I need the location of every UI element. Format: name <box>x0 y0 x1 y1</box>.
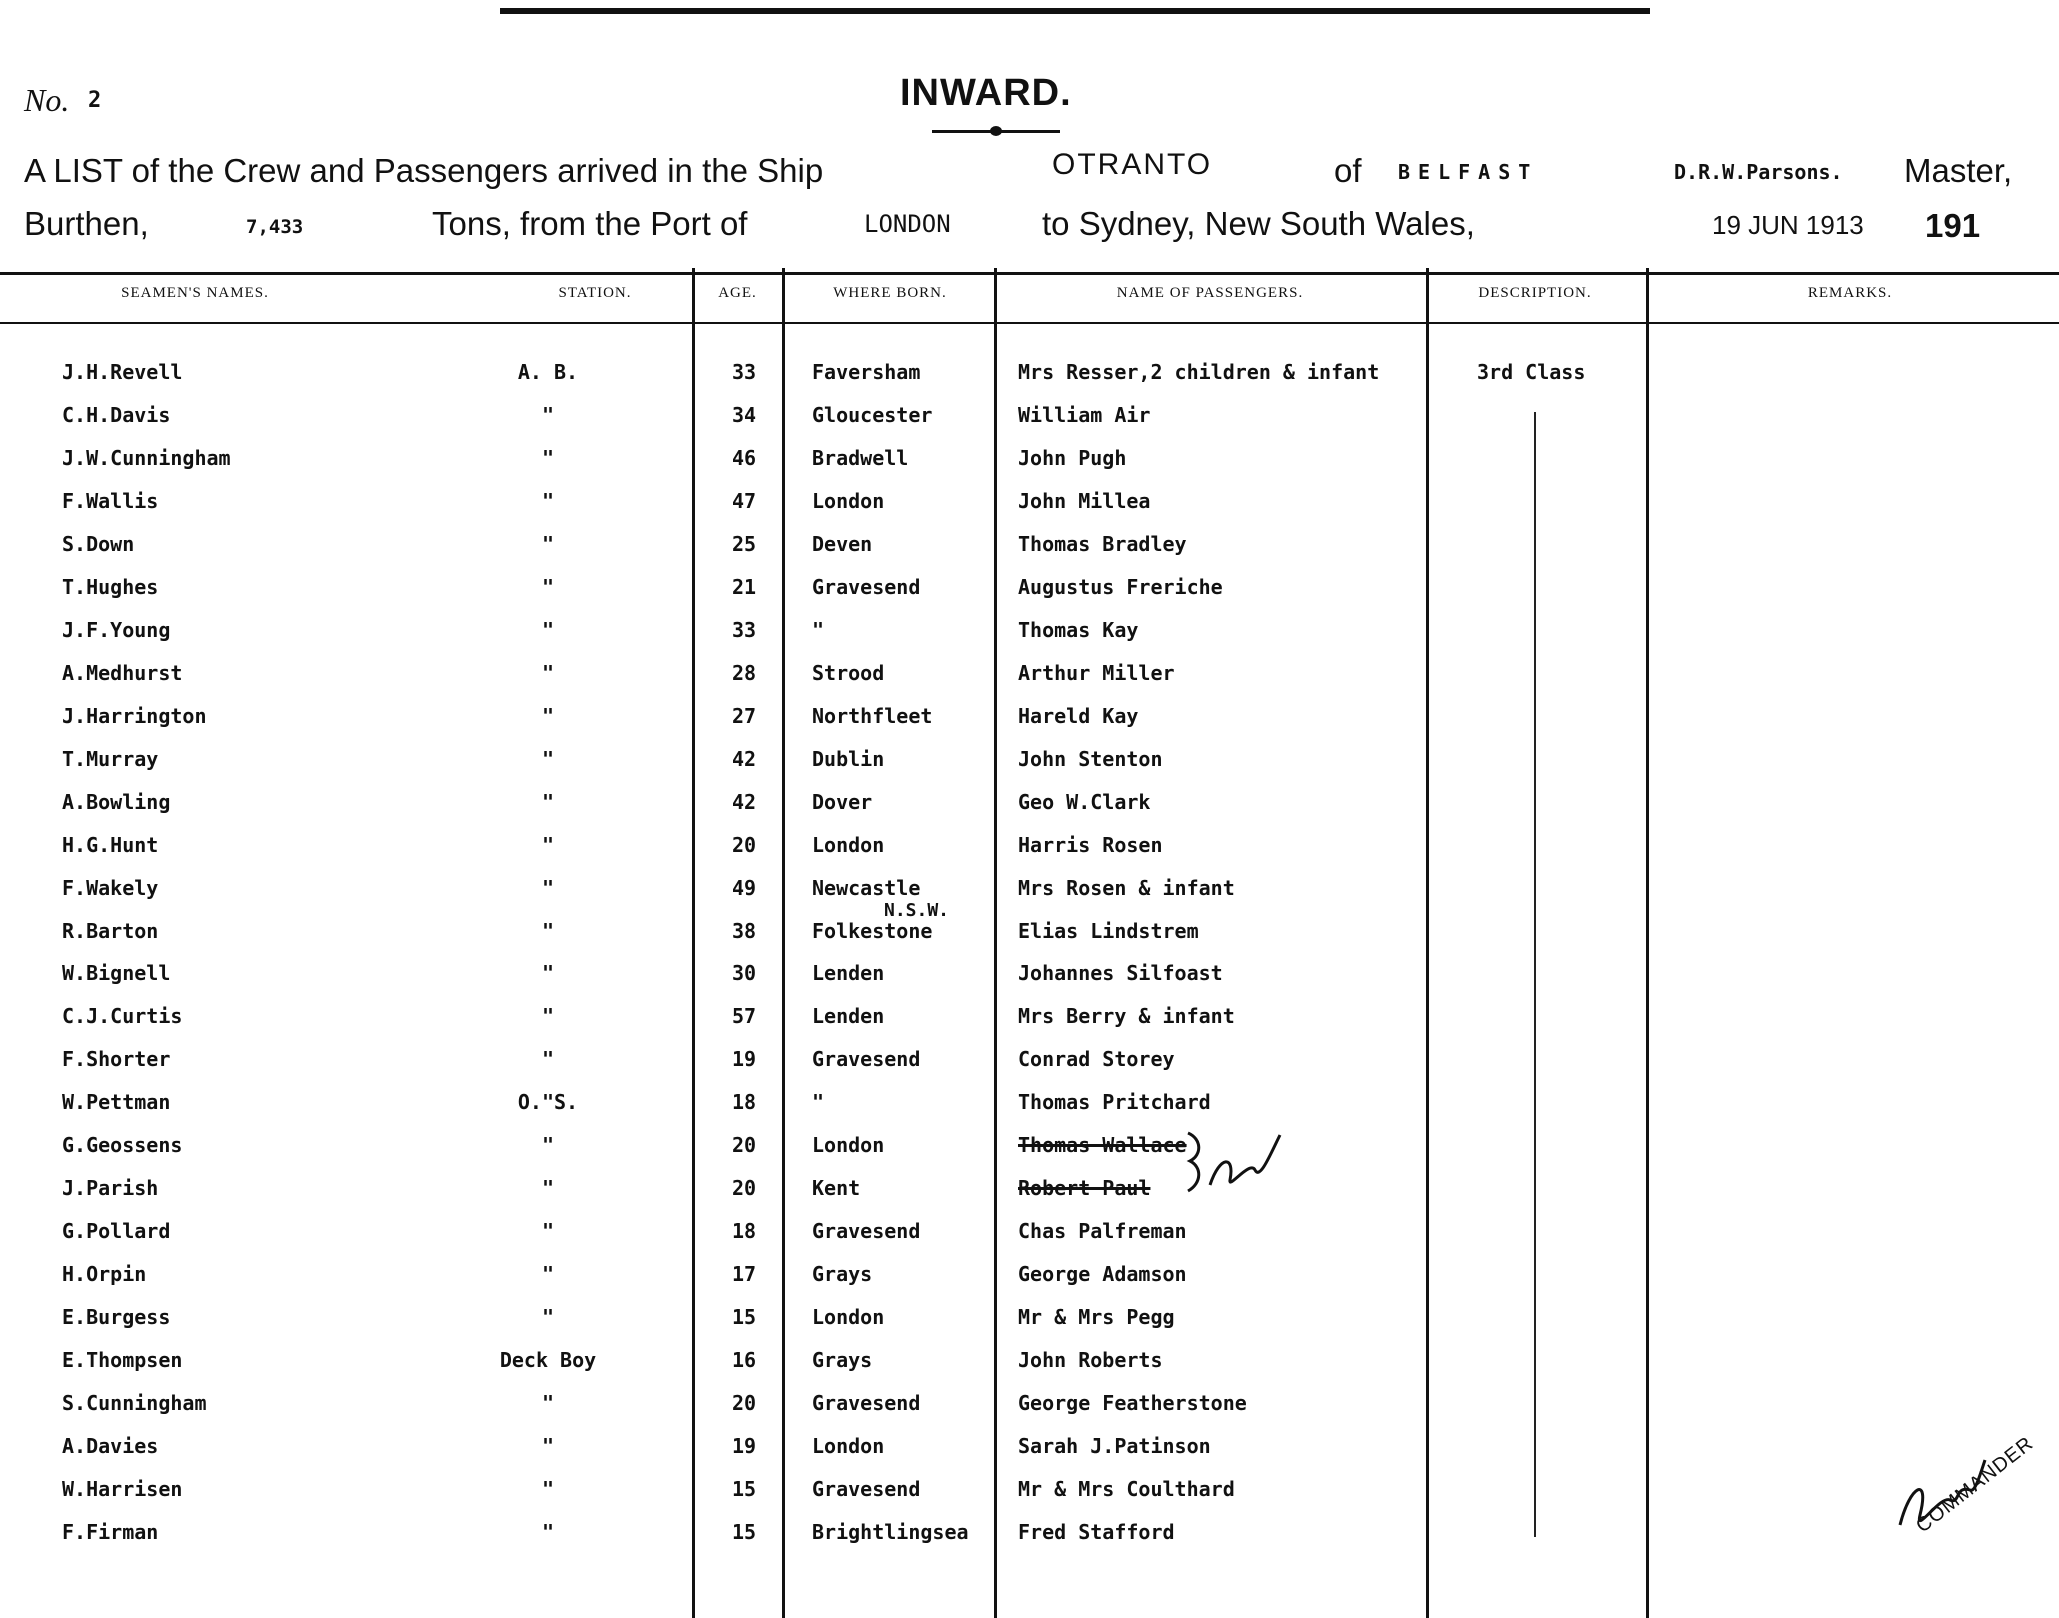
age-value: 16 <box>731 1348 757 1372</box>
station-value: " <box>541 532 555 556</box>
station-value: " <box>541 618 555 642</box>
station-value: " <box>541 1176 555 1200</box>
age-value: 20 <box>731 1133 757 1157</box>
seaman-name: C.J.Curtis <box>62 1004 183 1028</box>
age-value: 20 <box>731 1176 757 1200</box>
passenger-name: Robert Paul <box>1018 1176 1151 1200</box>
column-divider <box>1646 268 1649 1618</box>
station-value: " <box>541 704 555 728</box>
title-strike-rule <box>500 8 1650 14</box>
seaman-name: J.Harrington <box>62 704 207 728</box>
header-bottom-rule <box>0 322 2059 324</box>
age-value: 18 <box>731 1219 757 1243</box>
seaman-name: W.Bignell <box>62 961 171 985</box>
age-value: 15 <box>731 1520 757 1544</box>
seaman-name: S.Down <box>62 532 135 556</box>
seaman-name: R.Barton <box>62 919 159 943</box>
master-name: D.R.W.Parsons. <box>1674 160 1843 184</box>
seaman-name: C.H.Davis <box>62 403 171 427</box>
birthplace-value: Dover <box>812 790 873 814</box>
passenger-name: Elias Lindstrem <box>1018 919 1199 943</box>
birthplace-value: Gravesend <box>812 1219 921 1243</box>
seaman-name: E.Thompsen <box>62 1348 183 1372</box>
seaman-name: T.Murray <box>62 747 159 771</box>
tons-label: Tons, from the Port of <box>432 205 748 242</box>
age-value: 20 <box>731 833 757 857</box>
column-divider <box>782 268 785 1618</box>
birthplace-value: Deven <box>812 532 873 556</box>
age-value: 25 <box>731 532 757 556</box>
passenger-name: Thomas Kay <box>1018 618 1139 642</box>
seaman-name: A.Bowling <box>62 790 171 814</box>
birthplace-value: Northfleet <box>812 704 933 728</box>
passenger-name: George Adamson <box>1018 1262 1187 1286</box>
seaman-name: J.F.Young <box>62 618 171 642</box>
passenger-name: John Millea <box>1018 489 1151 513</box>
birthplace-value: Bradwell <box>812 446 909 470</box>
passenger-name: Mrs Berry & infant <box>1018 1004 1235 1028</box>
col-header-age: AGE. <box>718 285 757 301</box>
description-value: 3rd Class <box>1477 360 1586 384</box>
passenger-name: Hareld Kay <box>1018 704 1139 728</box>
age-value: 19 <box>731 1047 757 1071</box>
list-intro-text: A LIST of the Crew and Passengers arrived in the Ship <box>24 152 824 189</box>
age-value: 21 <box>731 575 757 599</box>
ditto-line <box>1534 412 1536 1537</box>
col-header-remarks: REMARKS. <box>1807 285 1893 301</box>
passenger-name: William Air <box>1018 403 1151 427</box>
station-value: " <box>541 790 555 814</box>
station-value: " <box>541 1004 555 1028</box>
passenger-name: Chas Palfreman <box>1018 1219 1187 1243</box>
age-value: 19 <box>731 1434 757 1458</box>
passenger-name: Sarah J.Patinson <box>1018 1434 1211 1458</box>
station-value: " <box>541 1434 555 1458</box>
birthplace-value: Gloucester <box>812 403 933 427</box>
passenger-name: Mrs Resser,2 children & infant <box>1018 360 1380 384</box>
birthplace-value: London <box>812 1133 885 1157</box>
col-header-born: WHERE BORN. <box>833 285 947 301</box>
age-value: 42 <box>731 747 757 771</box>
seaman-name: F.Firman <box>62 1520 159 1544</box>
seaman-name: H.G.Hunt <box>62 833 159 857</box>
passenger-name: Arthur Miller <box>1018 661 1175 685</box>
station-value: " <box>541 1305 555 1329</box>
passenger-name: Augustus Freriche <box>1018 575 1223 599</box>
station-value: O."S. <box>517 1090 579 1114</box>
seaman-name: J.Parish <box>62 1176 159 1200</box>
age-value: 38 <box>731 919 757 943</box>
arrival-date-stamp: 19 JUN 1913 <box>1712 210 1864 240</box>
col-header-passengers: NAME OF PASSENGERS. <box>1116 285 1304 301</box>
seaman-name: F.Shorter <box>62 1047 171 1071</box>
station-value: A. B. <box>517 360 579 384</box>
birthplace-value: London <box>812 1434 885 1458</box>
ornament-dot <box>990 126 1002 136</box>
seaman-name: T.Hughes <box>62 575 159 599</box>
birthplace-value: " <box>812 1090 825 1114</box>
passenger-name: John Roberts <box>1018 1348 1163 1372</box>
station-value: " <box>541 446 555 470</box>
passenger-name: Conrad Storey <box>1018 1047 1175 1071</box>
seaman-name: J.H.Revell <box>62 360 183 384</box>
destination-text: to Sydney, New South Wales, <box>1042 205 1475 242</box>
station-value: " <box>541 919 555 943</box>
birthplace-value: Kent <box>812 1176 861 1200</box>
of-label: of <box>1334 152 1362 189</box>
station-value: " <box>541 1219 555 1243</box>
birthplace-value: Strood <box>812 661 885 685</box>
age-value: 28 <box>731 661 757 685</box>
column-divider <box>692 268 695 1618</box>
station-value: " <box>541 1262 555 1286</box>
seaman-name: E.Burgess <box>62 1305 171 1329</box>
age-value: 49 <box>731 876 757 900</box>
station-value: " <box>541 1477 555 1501</box>
birthplace-value: London <box>812 489 885 513</box>
initials-mark <box>1180 1125 1300 1205</box>
birthplace-value: Brightlingsea <box>812 1520 969 1544</box>
birthplace-value: Grays <box>812 1262 873 1286</box>
station-value: " <box>541 833 555 857</box>
age-value: 20 <box>731 1391 757 1415</box>
station-value: " <box>541 1391 555 1415</box>
age-value: 30 <box>731 961 757 985</box>
birthplace-value: Grays <box>812 1348 873 1372</box>
passenger-name: Fred Stafford <box>1018 1520 1175 1544</box>
year-prefix: 191 <box>1925 207 1981 244</box>
station-value: " <box>541 1133 555 1157</box>
list-number-label: No. <box>24 82 70 118</box>
birthplace-value: Gravesend <box>812 1391 921 1415</box>
station-value: " <box>541 961 555 985</box>
age-value: 17 <box>731 1262 757 1286</box>
seaman-name: W.Harrisen <box>62 1477 183 1501</box>
direction-title: INWARD. <box>900 72 1072 114</box>
passenger-name: Mr & Mrs Coulthard <box>1018 1477 1235 1501</box>
age-value: 33 <box>731 618 757 642</box>
seaman-name: H.Orpin <box>62 1262 147 1286</box>
passenger-name: Johannes Silfoast <box>1018 961 1223 985</box>
ship-name: OTRANTO <box>1052 148 1213 181</box>
seaman-name: A.Davies <box>62 1434 159 1458</box>
departure-port: LONDON <box>864 210 951 238</box>
burthen-label: Burthen, <box>24 205 149 242</box>
passenger-name: Mrs Rosen & infant <box>1018 876 1235 900</box>
passenger-name: Thomas Bradley <box>1018 532 1187 556</box>
birthplace-value: Dublin <box>812 747 885 771</box>
burthen-value: 7,433 <box>246 216 304 238</box>
seaman-name: G.Geossens <box>62 1133 183 1157</box>
age-value: 34 <box>731 403 757 427</box>
column-divider <box>1426 268 1429 1618</box>
station-value: " <box>541 1047 555 1071</box>
passenger-name: John Stenton <box>1018 747 1163 771</box>
nsw-note: N.S.W. <box>884 900 950 921</box>
station-value: " <box>541 489 555 513</box>
birthplace-value: Faversham <box>812 360 921 384</box>
birthplace-value: London <box>812 1305 885 1329</box>
age-value: 47 <box>731 489 757 513</box>
list-number-value: 2 <box>88 88 102 113</box>
station-value: " <box>541 661 555 685</box>
table-top-rule <box>0 272 2059 275</box>
age-value: 15 <box>731 1305 757 1329</box>
station-value: " <box>541 403 555 427</box>
passenger-name: Harris Rosen <box>1018 833 1163 857</box>
birthplace-value: Lenden <box>812 1004 885 1028</box>
passenger-name: Geo W.Clark <box>1018 790 1151 814</box>
col-header-description: DESCRIPTION. <box>1478 285 1592 301</box>
seaman-name: S.Cunningham <box>62 1391 207 1415</box>
birthplace-value: Gravesend <box>812 1047 921 1071</box>
birthplace-value: Gravesend <box>812 1477 921 1501</box>
passenger-name: John Pugh <box>1018 446 1127 470</box>
age-value: 27 <box>731 704 757 728</box>
col-header-seamen: SEAMEN'S NAMES. <box>121 285 269 301</box>
passenger-name: Thomas Wallace <box>1018 1133 1187 1157</box>
home-port: BELFAST <box>1398 160 1539 184</box>
col-header-station: STATION. <box>558 285 632 301</box>
seaman-name: A.Medhurst <box>62 661 183 685</box>
birthplace-value: Newcastle <box>812 876 921 900</box>
birthplace-value: Gravesend <box>812 575 921 599</box>
seaman-name: W.Pettman <box>62 1090 171 1114</box>
age-value: 42 <box>731 790 757 814</box>
master-label: Master, <box>1904 152 2013 189</box>
seaman-name: F.Wakely <box>62 876 159 900</box>
birthplace-value: London <box>812 833 885 857</box>
age-value: 15 <box>731 1477 757 1501</box>
station-value: " <box>541 747 555 771</box>
seaman-name: J.W.Cunningham <box>62 446 231 470</box>
passenger-name: George Featherstone <box>1018 1391 1247 1415</box>
station-value: " <box>541 575 555 599</box>
column-divider <box>994 268 997 1618</box>
station-value: Deck Boy <box>499 1348 597 1372</box>
seaman-name: G.Pollard <box>62 1219 171 1243</box>
birthplace-value: " <box>812 618 825 642</box>
age-value: 57 <box>731 1004 757 1028</box>
station-value: " <box>541 876 555 900</box>
age-value: 46 <box>731 446 757 470</box>
station-value: " <box>541 1520 555 1544</box>
birthplace-value: Folkestone <box>812 919 933 943</box>
age-value: 33 <box>731 360 757 384</box>
seaman-name: F.Wallis <box>62 489 159 513</box>
age-value: 18 <box>731 1090 757 1114</box>
passenger-name: Mr & Mrs Pegg <box>1018 1305 1175 1329</box>
birthplace-value: Lenden <box>812 961 885 985</box>
commander-label: COMMANDER <box>1912 1432 2038 1538</box>
passenger-name: Thomas Pritchard <box>1018 1090 1211 1114</box>
